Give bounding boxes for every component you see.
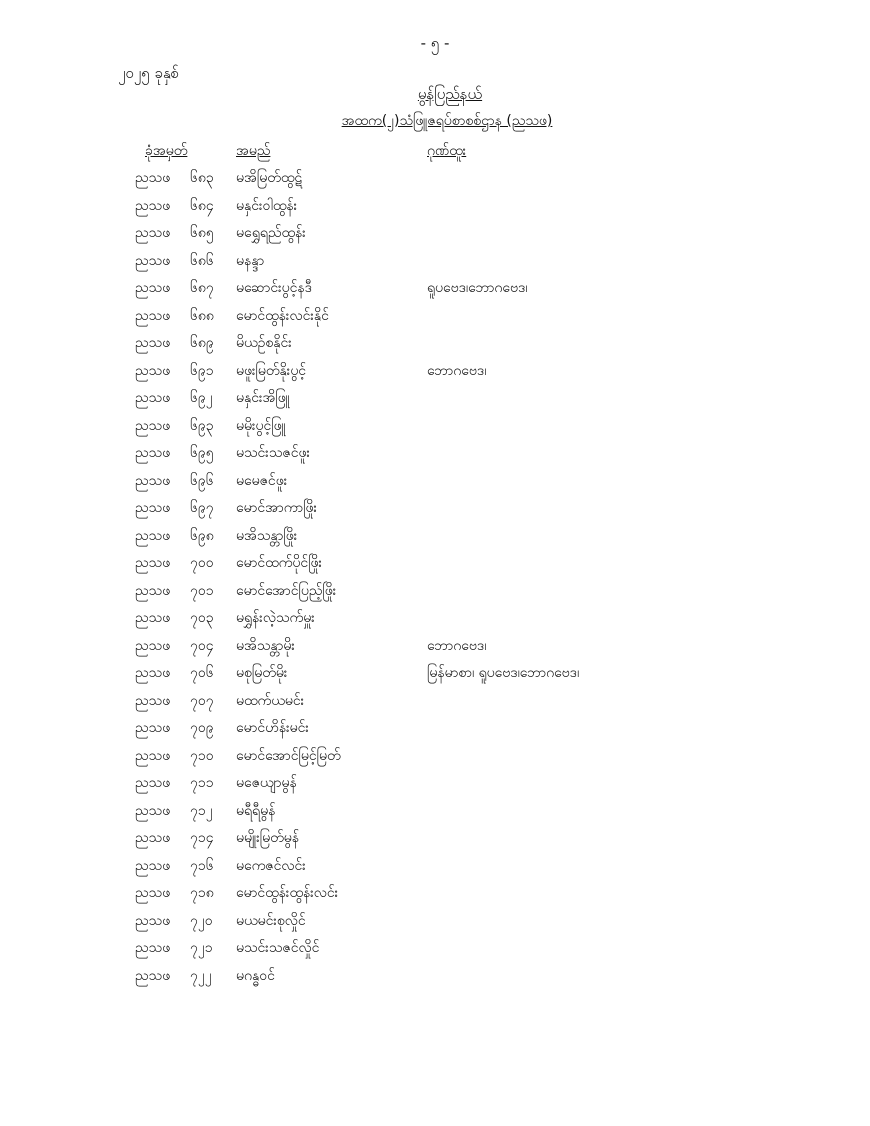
student-name: မသင်းသဇင်လှိုင် xyxy=(236,940,320,956)
student-name: မောင်ဟိန်းမင်း xyxy=(236,720,309,736)
student-name: မဇေယျာမွန် xyxy=(236,775,297,791)
student-name: မောင်ထက်ပိုင်ဖြိုး xyxy=(236,555,323,571)
roll-prefix: ညသဖ xyxy=(135,197,171,214)
student-name: မောင်အောင်မြင့်မြတ် xyxy=(236,747,341,764)
student-name: မောင်ထွန်းထွန်းလင်း xyxy=(236,885,339,901)
distinction-subjects: ဘောဂဗေဒ၊ xyxy=(427,362,487,379)
list-item xyxy=(0,963,870,991)
student-name: မစုမြတ်မိုး xyxy=(236,665,288,681)
list-item xyxy=(0,578,870,606)
roll-prefix: ညသဖ xyxy=(135,885,171,901)
page-title: မွန်ပြည်နယ် xyxy=(417,85,483,103)
list-item xyxy=(0,935,870,963)
roll-number: ၇၂၂ xyxy=(190,967,212,984)
roll-prefix: ညသဖ xyxy=(135,802,171,819)
roll-prefix: ညသဖ xyxy=(135,225,171,241)
roll-prefix: ညသဖ xyxy=(135,610,171,626)
list-item xyxy=(0,743,870,771)
roll-number: ၆၈၃ xyxy=(190,170,214,186)
student-name: မယမင်းစုလှိုင် xyxy=(236,912,306,929)
list-item xyxy=(0,550,870,578)
student-name: မသင်းသဇင်ဖူး xyxy=(236,445,311,461)
student-name: မမေဇင်ဖူး xyxy=(236,472,288,489)
student-name: မအိမြတ်ထွဋ် xyxy=(236,170,303,186)
list-item xyxy=(0,275,870,303)
roll-prefix: ညသဖ xyxy=(135,720,171,736)
list-item xyxy=(0,660,870,688)
student-name: မထက်ယမင်း xyxy=(236,692,305,709)
roll-prefix: ညသဖ xyxy=(135,555,171,571)
student-name: မောင်အာကာဖြိုး xyxy=(236,500,318,516)
list-item xyxy=(0,220,870,248)
student-name: မနန္ဒာ xyxy=(236,252,265,269)
roll-number: ၆၉၈ xyxy=(190,527,214,544)
roll-prefix: ညသဖ xyxy=(135,417,171,434)
page-number: - ၅ - xyxy=(420,34,450,52)
roll-prefix: ညသဖ xyxy=(135,775,171,791)
student-name: မနှင်းအိဖြူ xyxy=(236,390,290,406)
roll-number: ၆၈၅ xyxy=(190,225,214,241)
header-name: အမည် xyxy=(236,143,271,159)
list-item xyxy=(0,798,870,826)
results-list xyxy=(0,165,870,990)
list-item xyxy=(0,825,870,853)
roll-prefix: ညသဖ xyxy=(135,747,171,764)
student-name: မအိသန္တာဖြိုး xyxy=(236,527,298,544)
roll-prefix: ညသဖ xyxy=(135,637,171,654)
student-name: မရီရီမွန် xyxy=(236,802,276,819)
student-name: မိယဉ်စနိုင်း xyxy=(236,335,292,351)
student-name: မအိသန္တာမိုး xyxy=(236,637,295,654)
roll-number: ၇၂၁ xyxy=(190,940,213,956)
list-item xyxy=(0,385,870,413)
roll-number: ၇၀၁ xyxy=(190,582,214,599)
roll-number: ၇၁၆ xyxy=(190,857,214,874)
list-item xyxy=(0,770,870,798)
roll-number: ၇၀၀ xyxy=(190,555,214,571)
student-name: မနှင်းဝါထွန်း xyxy=(236,197,298,214)
roll-number: ၆၉၃ xyxy=(190,417,214,434)
list-item xyxy=(0,605,870,633)
roll-number: ၇၁၂ xyxy=(190,802,213,819)
roll-prefix: ညသဖ xyxy=(135,252,171,269)
list-item xyxy=(0,688,870,716)
roll-number: ၆၈၄ xyxy=(190,197,214,214)
roll-prefix: ညသဖ xyxy=(135,335,171,351)
list-item xyxy=(0,908,870,936)
roll-number: ၇၀၇ xyxy=(190,692,214,709)
list-item xyxy=(0,165,870,193)
list-item xyxy=(0,440,870,468)
header-roll-number: ခုံအမှတ် xyxy=(145,143,188,159)
distinction-subjects: ဘောဂဗေဒ၊ xyxy=(427,637,487,654)
roll-number: ၆၈၆ xyxy=(190,252,214,269)
student-name: မရွှန်းလဲ့သက်မှူး xyxy=(236,610,315,626)
list-item xyxy=(0,495,870,523)
student-name: မမိုးပွင့်ဖြူ xyxy=(236,417,286,434)
roll-prefix: ညသဖ xyxy=(135,280,171,296)
distinction-subjects: မြန်မာစာ၊ ရူပဗေဒ၊ဘောဂဗေဒ၊ xyxy=(427,665,580,681)
roll-number: ၇၁၀ xyxy=(190,747,214,764)
roll-prefix: ညသဖ xyxy=(135,582,171,599)
column-header-row xyxy=(0,141,870,163)
roll-number: ၇၁၈ xyxy=(190,885,214,901)
roll-prefix: ညသဖ xyxy=(135,830,171,846)
roll-prefix: ညသဖ xyxy=(135,857,171,874)
roll-number: ၆၈၈ xyxy=(190,307,214,324)
roll-prefix: ညသဖ xyxy=(135,445,171,461)
roll-prefix: ညသဖ xyxy=(135,362,171,379)
roll-number: ၇၀၆ xyxy=(190,665,214,681)
list-item xyxy=(0,193,870,221)
list-item xyxy=(0,330,870,358)
roll-number: ၇၁၄ xyxy=(190,830,214,846)
list-item xyxy=(0,523,870,551)
roll-number: ၆၉၅ xyxy=(190,445,214,461)
roll-prefix: ညသဖ xyxy=(135,940,171,956)
roll-prefix: ညသဖ xyxy=(135,967,171,984)
roll-prefix: ညသဖ xyxy=(135,500,171,516)
roll-number: ၆၈၇ xyxy=(190,280,214,296)
roll-prefix: ညသဖ xyxy=(135,527,171,544)
list-item xyxy=(0,303,870,331)
list-item xyxy=(0,853,870,881)
roll-number: ၇၁၁ xyxy=(190,775,214,791)
roll-number: ၇၀၄ xyxy=(190,637,214,654)
list-item xyxy=(0,633,870,661)
roll-prefix: ညသဖ xyxy=(135,307,171,324)
list-item xyxy=(0,468,870,496)
roll-number: ၆၉၇ xyxy=(190,500,214,516)
roll-prefix: ညသဖ xyxy=(135,472,171,489)
distinction-subjects: ရူပဗေဒ၊ဘောဂဗေဒ၊ xyxy=(427,280,528,296)
student-name: မကေဇင်လင်း xyxy=(236,857,306,874)
student-name: မမျိုးမြတ်မွန် xyxy=(236,830,299,846)
list-item xyxy=(0,715,870,743)
roll-prefix: ညသဖ xyxy=(135,912,171,929)
student-name: မဖူးမြတ်နိုးပွင့် xyxy=(236,362,307,379)
roll-prefix: ညသဖ xyxy=(135,170,171,186)
student-name: မဆောင်းပွင့်နဒီ xyxy=(236,280,312,296)
roll-number: ၆၉၆ xyxy=(190,472,214,489)
exam-year: ၂၀၂၅ ခုနှစ် xyxy=(118,64,180,82)
list-item xyxy=(0,248,870,276)
student-name: မောင်အောင်ပြည့်ဖြိုး xyxy=(236,582,337,599)
header-distinction: ဂုဏ်ထူး xyxy=(427,143,467,159)
exam-center-subtitle: အထက(၂)သံဖြူဇရပ်စာစစ်ဌာန (ညသဖ) xyxy=(341,113,553,129)
list-item xyxy=(0,413,870,441)
roll-number: ၆၉၂ xyxy=(190,390,213,406)
roll-number: ၇၂၀ xyxy=(190,912,213,929)
roll-number: ၆၈၉ xyxy=(190,335,214,351)
list-item xyxy=(0,358,870,386)
student-name: မဂန္ဓဝင် xyxy=(236,967,275,984)
roll-number: ၆၉၁ xyxy=(190,362,214,379)
student-name: မရွှေရည်ထွန်း xyxy=(236,225,306,241)
list-item xyxy=(0,880,870,908)
student-name: မောင်ထွန်းလင်းနိုင် xyxy=(236,307,329,324)
roll-number: ၇၀၃ xyxy=(190,610,214,626)
roll-prefix: ညသဖ xyxy=(135,665,171,681)
roll-prefix: ညသဖ xyxy=(135,692,171,709)
roll-number: ၇၀၉ xyxy=(190,720,214,736)
roll-prefix: ညသဖ xyxy=(135,390,171,406)
